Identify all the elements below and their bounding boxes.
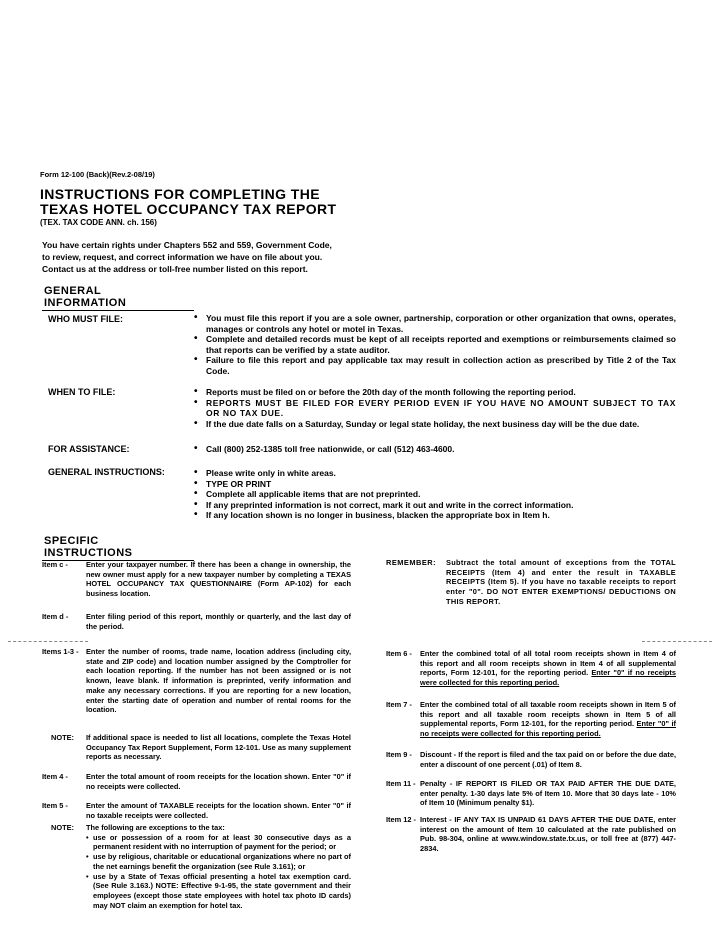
list-item: • Reports must be filed on or before the 20th day of the month following the reporting period. [194,387,676,398]
list-item: • Complete all applicable items that are not preprinted. [194,489,676,500]
list-item: • If any location shown is no longer in business, blacken the appropriate box in Item h. [194,510,676,521]
item-5 [42,801,352,821]
remember-note [386,558,676,613]
for-assistance-label: FOR ASSISTANCE: [48,444,130,454]
item-label: Item c - [42,560,68,569]
item-label: Item 11 - [386,779,416,788]
note-label: NOTE: [51,823,74,832]
remember-text: Subtract the total amount of exceptions from the TOTAL RECEIPTS (Item 4) and enter the result in TAXABLE RECEIPTS (Item 5). If you have no taxable receipts to report enter "0". DO NOT ENTER EXEMPTIONS/ DEDUCTIONS ON THIS REPORT. [446,558,676,606]
when-to-file-label: WHEN TO FILE: [48,387,116,397]
item-d [42,612,352,632]
dashed-divider [8,641,88,642]
list-item: • REPORTS MUST BE FILED FOR EVERY PERIOD EVEN IF YOU HAVE NO AMOUNT SUBJECT TO TAX OR NO TAX DUE. [194,398,676,419]
item-11 [386,779,676,811]
title-line-2: TEXAS HOTEL OCCUPANCY TAX REPORT [40,201,337,217]
when-to-file-list [194,387,676,429]
general-instructions-list [194,468,676,521]
list-item: • Please write only in white areas. [194,468,676,479]
item-7 [386,700,676,745]
item-text: Enter the number of rooms, trade name, location address (including city, state and ZIP code) and location number assigned by the Comptroller for each location reporting. If the number has not been assigned or is not known, leave blank. If information is preprinted, verify information and make any necessary corrections. If you are reporting for a new location, enter the starting date of operation and number of rental rooms for the location. [86,647,351,715]
item-label: Item d - [42,612,69,621]
list-item: • TYPE OR PRINT [194,479,676,490]
list-item: • use by religious, charitable or educational organizations where no part of the net earnings benefit the organization (see Rule 3.161); or [86,852,351,871]
note-supplement [51,733,352,763]
exceptions-list [86,833,351,911]
for-assistance-list [194,444,676,455]
item-text: Discount - If the report is filed and the tax paid on or before the due date, enter a discount of one percent (.01) of Item 8. [420,750,676,769]
item-label: Items 1-3 - [42,647,79,656]
general-information-header: GENERAL INFORMATION [42,285,194,311]
list-item: • Failure to file this report and pay applicable tax may result in collection action as prescribed by Title 2 of the Tax Code. [194,355,676,376]
item-text: Enter the amount of TAXABLE receipts for the location shown. Enter "0" if no taxable receipts were collected. [86,801,351,820]
who-must-file-list [194,313,676,376]
dashed-divider [642,641,712,642]
item-label: Item 5 - [42,801,68,810]
list-item: • use by a State of Texas official presenting a hotel tax exemption card. (See Rule 3.163.) NOTE: Effective 9-1-95, the state government and their employees (except those state employees with hotel tax photo ID cards) may NOT claim an exemption for hotel tax. [86,872,351,911]
who-must-file-label: WHO MUST FILE: [48,314,123,324]
list-item: • If the due date falls on a Saturday, Sunday or legal state holiday, the next business day will be the due date. [194,419,676,430]
list-item: • You must file this report if you are a sole owner, partnership, corporation or other organization that owns, operates, manages or controls any hotel or motel in Texas. [194,313,676,334]
item-text: Enter the total amount of room receipts for the location shown. Enter "0" if no receipts were collected. [86,772,351,791]
note-body [86,823,351,910]
item-label: Item 7 - [386,700,412,709]
note-exceptions [51,823,352,933]
rights-line: Contact us at the address or toll-free number listed on this report. [42,264,308,274]
item-label: Item 9 - [386,750,412,759]
page-title [40,187,336,217]
item-12 [386,815,676,860]
item-4 [42,772,352,792]
item-underlined: Enter "0" if no receipts were collected for this reporting period. [420,719,676,739]
item-text: Interest - IF ANY TAX IS UNPAID 61 DAYS AFTER THE DUE DATE, enter interest on the amount of Item 10 calculated at the rate published on Pub. 98-304, online at www.window.state.tx.us, or toll free at (877) 447-2834. [420,815,676,854]
list-item: • Complete and detailed records must be kept of all receipts reported and exemptions or reimbursements claimed so that reports can be verified by a state auditor. [194,334,676,355]
list-item: • Call (800) 252-1385 toll free nationwide, or call (512) 463-4600. [194,444,676,455]
note-label: NOTE: [51,733,74,742]
rights-line: You have certain rights under Chapters 552 and 559, Government Code, [42,240,332,250]
rights-line: to review, request, and correct information we have on file about you. [42,252,323,262]
item-label: Item 4 - [42,772,68,781]
item-label: Item 6 - [386,649,412,658]
list-item: • If any preprinted information is not correct, mark it out and write in the correct information. [194,500,676,511]
form-number: Form 12-100 (Back)(Rev.2-08/19) [40,170,155,179]
remember-label: REMEMBER: [386,558,437,567]
title-line-1: INSTRUCTIONS FOR COMPLETING THE [40,186,320,202]
list-item: • use or possession of a room for at least 30 consecutive days as a permanent resident with no interruption of payment for the period; or [86,833,351,852]
item-text: Enter filing period of this report, monthly or quarterly, and the last day of the period. [86,612,351,631]
note-intro: The following are exceptions to the tax: [86,823,225,832]
item-label: Item 12 - [386,815,416,824]
specific-instructions-header: SPECIFIC INSTRUCTIONS [42,535,194,561]
item-text [420,700,676,739]
item-9 [386,750,676,772]
item-body: Enter the combined total of all total room receipts shown in Item 4 of this report and all room receipts shown in Item 4 of all supplemental reports, Form 12-101, for the reporting period. [420,649,676,678]
item-text: Enter your taxpayer number. If there has been a change in ownership, the new owner must apply for a new taxpayer number by completing a TEXAS HOTEL OCCUPANCY TAX QUESTIONNAIRE (Form AP-102) for each business location. [86,560,351,599]
item-6 [386,649,676,694]
item-c [42,560,352,600]
tax-code-citation: (TEX. TAX CODE ANN. ch. 156) [40,218,157,227]
item-underlined: Enter "0" if no receipts were collected for this reporting period. [420,668,676,688]
items-1-3 [42,647,352,725]
item-body: Enter the combined total of all taxable room receipts shown in Item 5 of this report and all taxable room receipts shown in Item 5 of all supplemental reports, Form 12-101, for the reporting period. [420,700,676,729]
item-text: Penalty - IF REPORT IS FILED OR TAX PAID AFTER THE DUE DATE, enter penalty. 1-30 days late 5% of Item 10. More that 30 days late - 10% of Item 10 (Minimum penalty $1). [420,779,676,808]
rights-notice [42,239,332,275]
item-text [420,649,676,688]
note-text: If additional space is needed to list all locations, complete the Texas Hotel Occupancy Tax Report Supplement, Form 12-101. Use as many supplement reports as necessary. [86,733,351,762]
general-instructions-label: GENERAL INSTRUCTIONS: [48,467,165,477]
